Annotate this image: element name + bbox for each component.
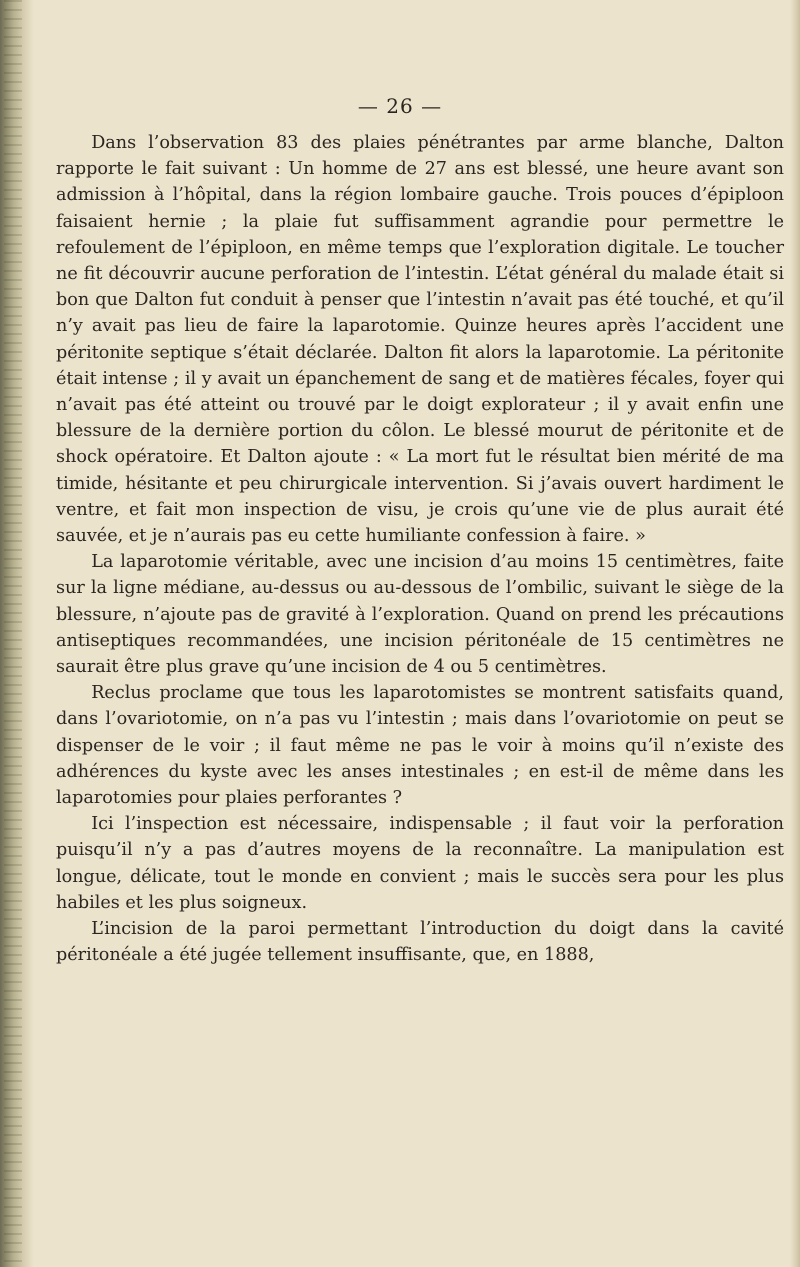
paragraph-reclus: Reclus proclame que tous les laparotomistes se montrent satisfaits quand, dans l’ovariotomie, on n’a pas vu l’intestin ; mais dans l’ovariotomie on peut se dispenser de le voir ; il faut même ne pas le voir à moins qu’il n’existe des adhérences du kyste avec les anses intestinales ; en est-il de même dans les laparotomies pour plaies perforantes ? xyxy=(56,683,784,809)
page-number: — 26 — xyxy=(357,94,443,118)
book-binding-edge xyxy=(0,0,34,1267)
paragraph-incision: L’incision de la paroi permettant l’introduction du doigt dans la cavité péritonéale a été jugée tellement insuffisante, que, en 1888, xyxy=(56,919,784,966)
paragraph-true-laparotomy: La laparotomie véritable, avec une incision d’au moins 15 centimètres, faite sur la ligne médiane, au-dessus ou au-dessous de l’ombilic, suivant le siège de la blessure, n’ajoute pas de gravité à l’exploration. Quand on prend les précautions antiseptiques recommandées, une incision péritonéale de 15 centimètres ne saurait être plus grave qu’une incision de 4 ou 5 centimètres. xyxy=(56,552,784,678)
paragraph-inspection: Ici l’inspection est nécessaire, indispensable ; il faut voir la perforation puisqu’il n’y a pas d’autres moyens de la reconnaître. La manipulation est longue, délicate, tout le monde en convient ; mais le succès sera pour les plus habiles et les plus soigneux. xyxy=(56,814,784,913)
paragraph-dalton-observation: Dans l’observation 83 des plaies pénétrantes par arme blanche, Dalton rapporte le fait suivant : Un homme de 27 ans est blessé, une heure avant son admission à l’hôpital, dans la région lombaire gauche. Trois pouces d’épiploon faisaient hernie ; la plaie fut suffisamment agrandie pour permettre le refoulement de l’épiploon, en même temps que l’exploration digitale. Le toucher ne fit découvrir aucune perforation de l’intestin. L’état général du malade était si bon que Dalton fut conduit à penser que l’intestin n’avait pas été touché, et qu’il n’y avait pas lieu de faire la laparotomie. Quinze heures après l’accident une péritonite septique s’était déclarée. Dalton fit alors la laparotomie. La péritonite était intense ; il y avait un épanchement de sang et de matières fécales, foyer qui n’avait pas été atteint ou trouvé par le doigt explorateur ; il y avait enfin une blessure de la dernière portion du côlon. Le blessé mourut de péritonite et de shock opératoire. Et Dalton ajoute : « La mort fut le résultat bien mérité de ma timide, hésitante et peu chirurgicale intervention. Si j’avais ouvert hardiment le ventre, et fait mon inspection de visu, je crois qu’une vie de plus aurait été sauvée, et je n’aurais pas eu cette humiliante confession à faire. » xyxy=(56,133,784,547)
body-text xyxy=(56,130,784,969)
page-right-edge xyxy=(790,0,800,1267)
